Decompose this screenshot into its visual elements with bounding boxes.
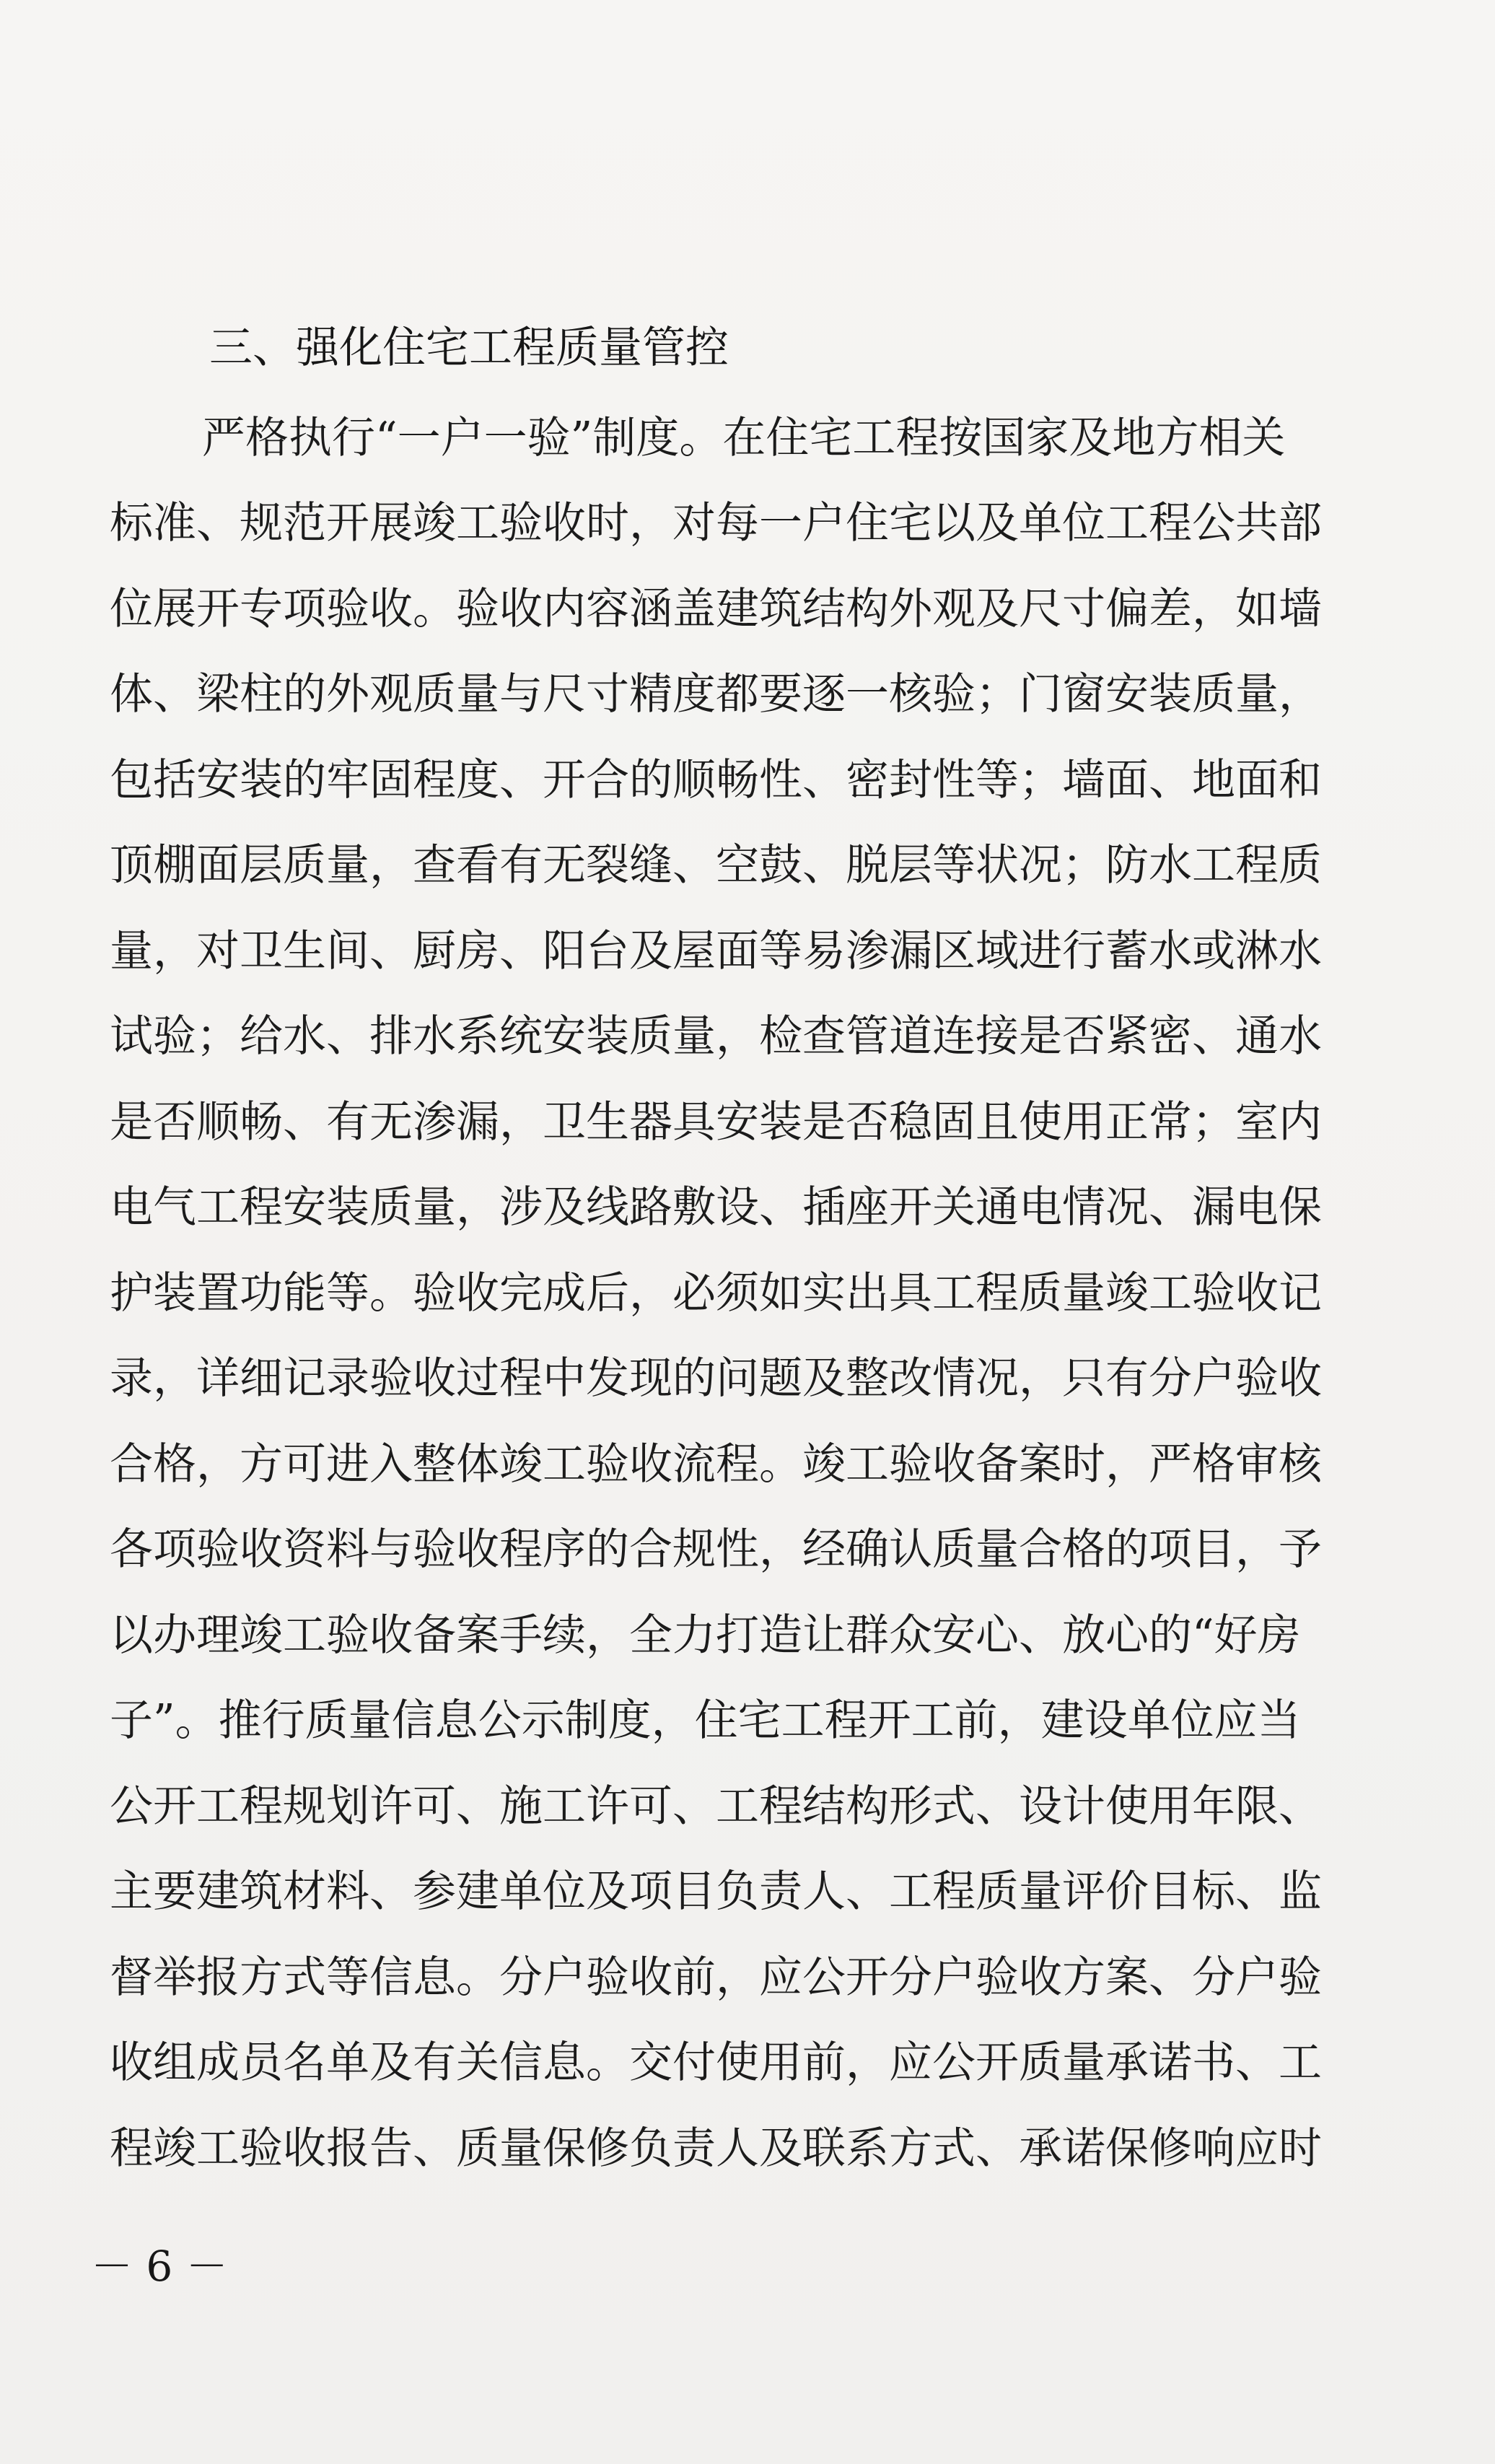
paragraph-line: 录，详细记录验收过程中发现的问题及整改情况，只有分户验收	[110, 1353, 1322, 1404]
paragraph-line: 体、梁柱的外观质量与尺寸精度都要逐一核验；门窗安装质量，	[110, 669, 1322, 720]
paragraph-line: 标准、规范开展竣工验收时，对每一户住宅以及单位工程公共部	[110, 498, 1322, 549]
paragraph-line: 是否顺畅、有无渗漏，卫生器具安装是否稳固且使用正常；室内	[110, 1097, 1322, 1148]
paragraph-line: 公开工程规划许可、施工许可、工程结构形式、设计使用年限、	[110, 1781, 1322, 1832]
paragraph-line: 包括安装的牢固程度、开合的顺畅性、密封性等；墙面、地面和	[110, 755, 1322, 805]
paragraph-line: 程竣工验收报告、质量保修负责人及联系方式、承诺保修响应时	[110, 2123, 1322, 2174]
paragraph-line: 电气工程安装质量，涉及线路敷设、插座开关通电情况、漏电保	[110, 1182, 1322, 1233]
paragraph-line: 合格，方可进入整体竣工验收流程。竣工验收备案时，严格审核	[110, 1439, 1322, 1490]
page-number: － 6 －	[91, 2242, 228, 2291]
paragraph-line: 严格执行“一户一验”制度。在住宅工程按国家及地方相关	[202, 413, 1286, 463]
paragraph-line: 主要建筑材料、参建单位及项目负责人、工程质量评价目标、监	[110, 1866, 1322, 1917]
section-heading: 三、强化住宅工程质量管控	[209, 323, 729, 373]
paragraph-line: 位展开专项验收。验收内容涵盖建筑结构外观及尺寸偏差，如墙	[110, 584, 1322, 634]
paragraph-line: 试验；给水、排水系统安装质量，检查管道连接是否紧密、通水	[110, 1011, 1322, 1062]
paragraph-line: 收组成员名单及有关信息。交付使用前，应公开质量承诺书、工	[110, 2037, 1322, 2088]
paragraph-line: 顶棚面层质量，查看有无裂缝、空鼓、脱层等状况；防水工程质	[110, 840, 1322, 891]
paragraph-line: 护装置功能等。验收完成后，必须如实出具工程质量竣工验收记	[110, 1268, 1322, 1319]
paragraph-line: 督举报方式等信息。分户验收前，应公开分户验收方案、分户验	[110, 1952, 1322, 2003]
paragraph-line: 各项验收资料与验收程序的合规性，经确认质量合格的项目，予	[110, 1524, 1322, 1575]
paragraph-line: 子”。推行质量信息公示制度，住宅工程开工前，建设单位应当	[110, 1695, 1301, 1746]
paragraph-line: 量，对卫生间、厨房、阳台及屋面等易渗漏区域进行蓄水或淋水	[110, 926, 1322, 977]
paragraph-line: 以办理竣工验收备案手续，全力打造让群众安心、放心的“好房	[110, 1610, 1301, 1661]
